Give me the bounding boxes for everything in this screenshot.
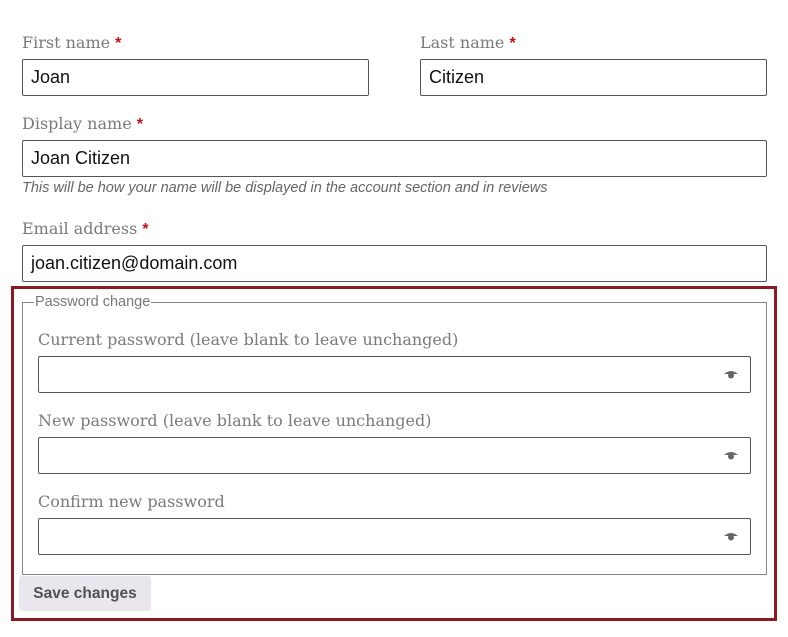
last-name-input[interactable]: Citizen — [420, 59, 767, 96]
last-name-label-text: Last name — [420, 33, 505, 52]
email-label — [22, 219, 149, 240]
email-label-text: Email address — [22, 219, 138, 238]
current-password-label: Current password (leave blank to leave unchanged) — [38, 330, 459, 349]
new-password-input[interactable] — [38, 437, 751, 474]
last-name-label — [420, 33, 516, 54]
first-name-label-text: First name — [22, 33, 111, 52]
required-mark: * — [142, 221, 149, 238]
required-mark: * — [509, 35, 516, 52]
confirm-password-input[interactable] — [38, 518, 751, 555]
display-name-input[interactable]: Joan Citizen — [22, 140, 767, 177]
password-change-legend: Password change — [35, 294, 151, 310]
eye-icon[interactable] — [724, 370, 738, 380]
new-password-label: New password (leave blank to leave unchanged) — [38, 411, 432, 430]
first-name-input[interactable]: Joan — [22, 59, 369, 96]
required-mark: * — [136, 116, 143, 133]
display-name-hint: This will be how your name will be displayed in the account section and in reviews — [22, 180, 548, 196]
eye-icon[interactable] — [724, 451, 738, 461]
current-password-input[interactable] — [38, 356, 751, 393]
required-mark: * — [115, 35, 122, 52]
confirm-password-label: Confirm new password — [38, 492, 225, 511]
display-name-label — [22, 114, 143, 135]
save-changes-button[interactable]: Save changes — [19, 576, 151, 611]
first-name-label — [22, 33, 121, 54]
email-input[interactable]: joan.citizen@domain.com — [22, 245, 767, 282]
eye-icon[interactable] — [724, 532, 738, 542]
display-name-label-text: Display name — [22, 114, 132, 133]
